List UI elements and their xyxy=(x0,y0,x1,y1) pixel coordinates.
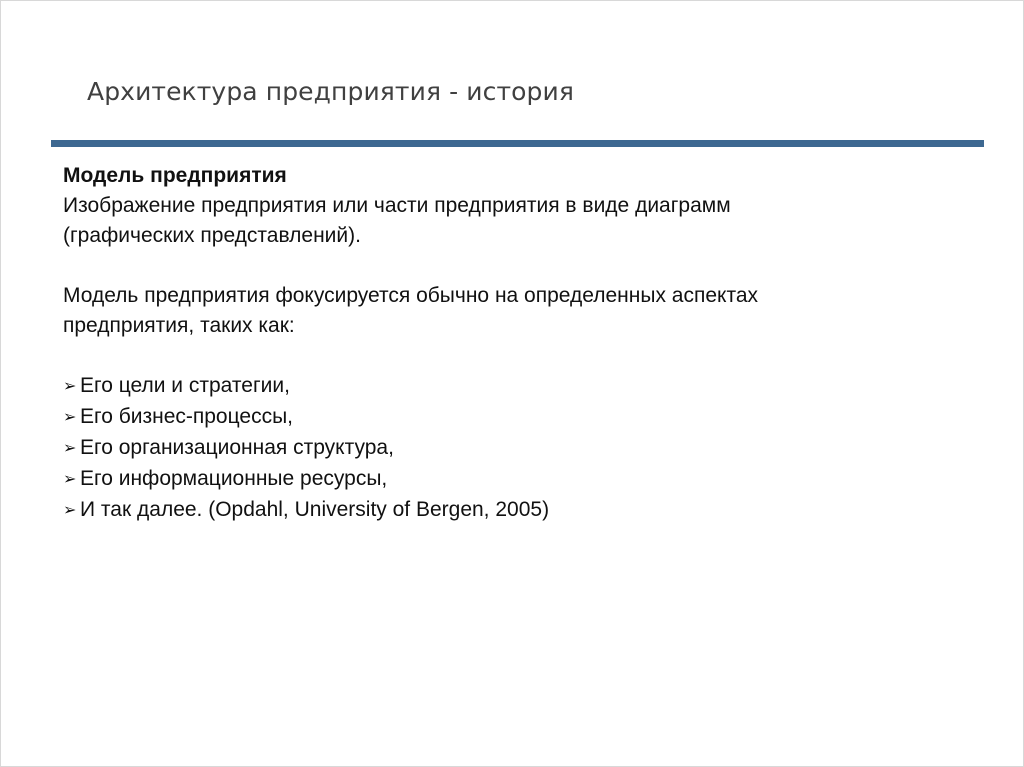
definition-line: Изображение предприятия или части предприятия в виде диаграмм xyxy=(63,194,731,217)
list-item xyxy=(63,464,963,495)
arrow-bullet-icon: ➢ xyxy=(63,407,77,426)
arrow-bullet-icon: ➢ xyxy=(63,376,77,395)
section-heading: Модель предприятия xyxy=(63,164,287,187)
slide-body xyxy=(63,161,963,526)
paragraph-gap xyxy=(63,251,963,281)
arrow-bullet-icon: ➢ xyxy=(63,469,77,488)
arrow-bullet-icon: ➢ xyxy=(63,500,77,519)
definition-line: (графических представлений). xyxy=(63,224,361,247)
list-item xyxy=(63,402,963,433)
focus-line: Модель предприятия фокусируется обычно на определенных аспектах xyxy=(63,284,759,307)
list-item xyxy=(63,371,963,402)
list-item-text: Его бизнес-процессы, xyxy=(80,405,294,428)
list-item-text: И так далее. (Opdahl, University of Bergen, 2005) xyxy=(80,498,550,521)
list-item xyxy=(63,433,963,464)
arrow-bullet-icon: ➢ xyxy=(63,438,77,457)
aspects-list xyxy=(63,371,963,526)
paragraph-gap xyxy=(63,341,963,371)
list-item xyxy=(63,495,963,526)
list-item-text: Его организационная структура, xyxy=(80,436,394,459)
list-item-text: Его цели и стратегии, xyxy=(80,374,290,397)
slide-title: Архитектура предприятия - история xyxy=(87,77,575,106)
title-divider xyxy=(51,140,984,147)
focus-line: предприятия, таких как: xyxy=(63,314,295,337)
list-item-text: Его информационные ресурсы, xyxy=(80,467,388,490)
